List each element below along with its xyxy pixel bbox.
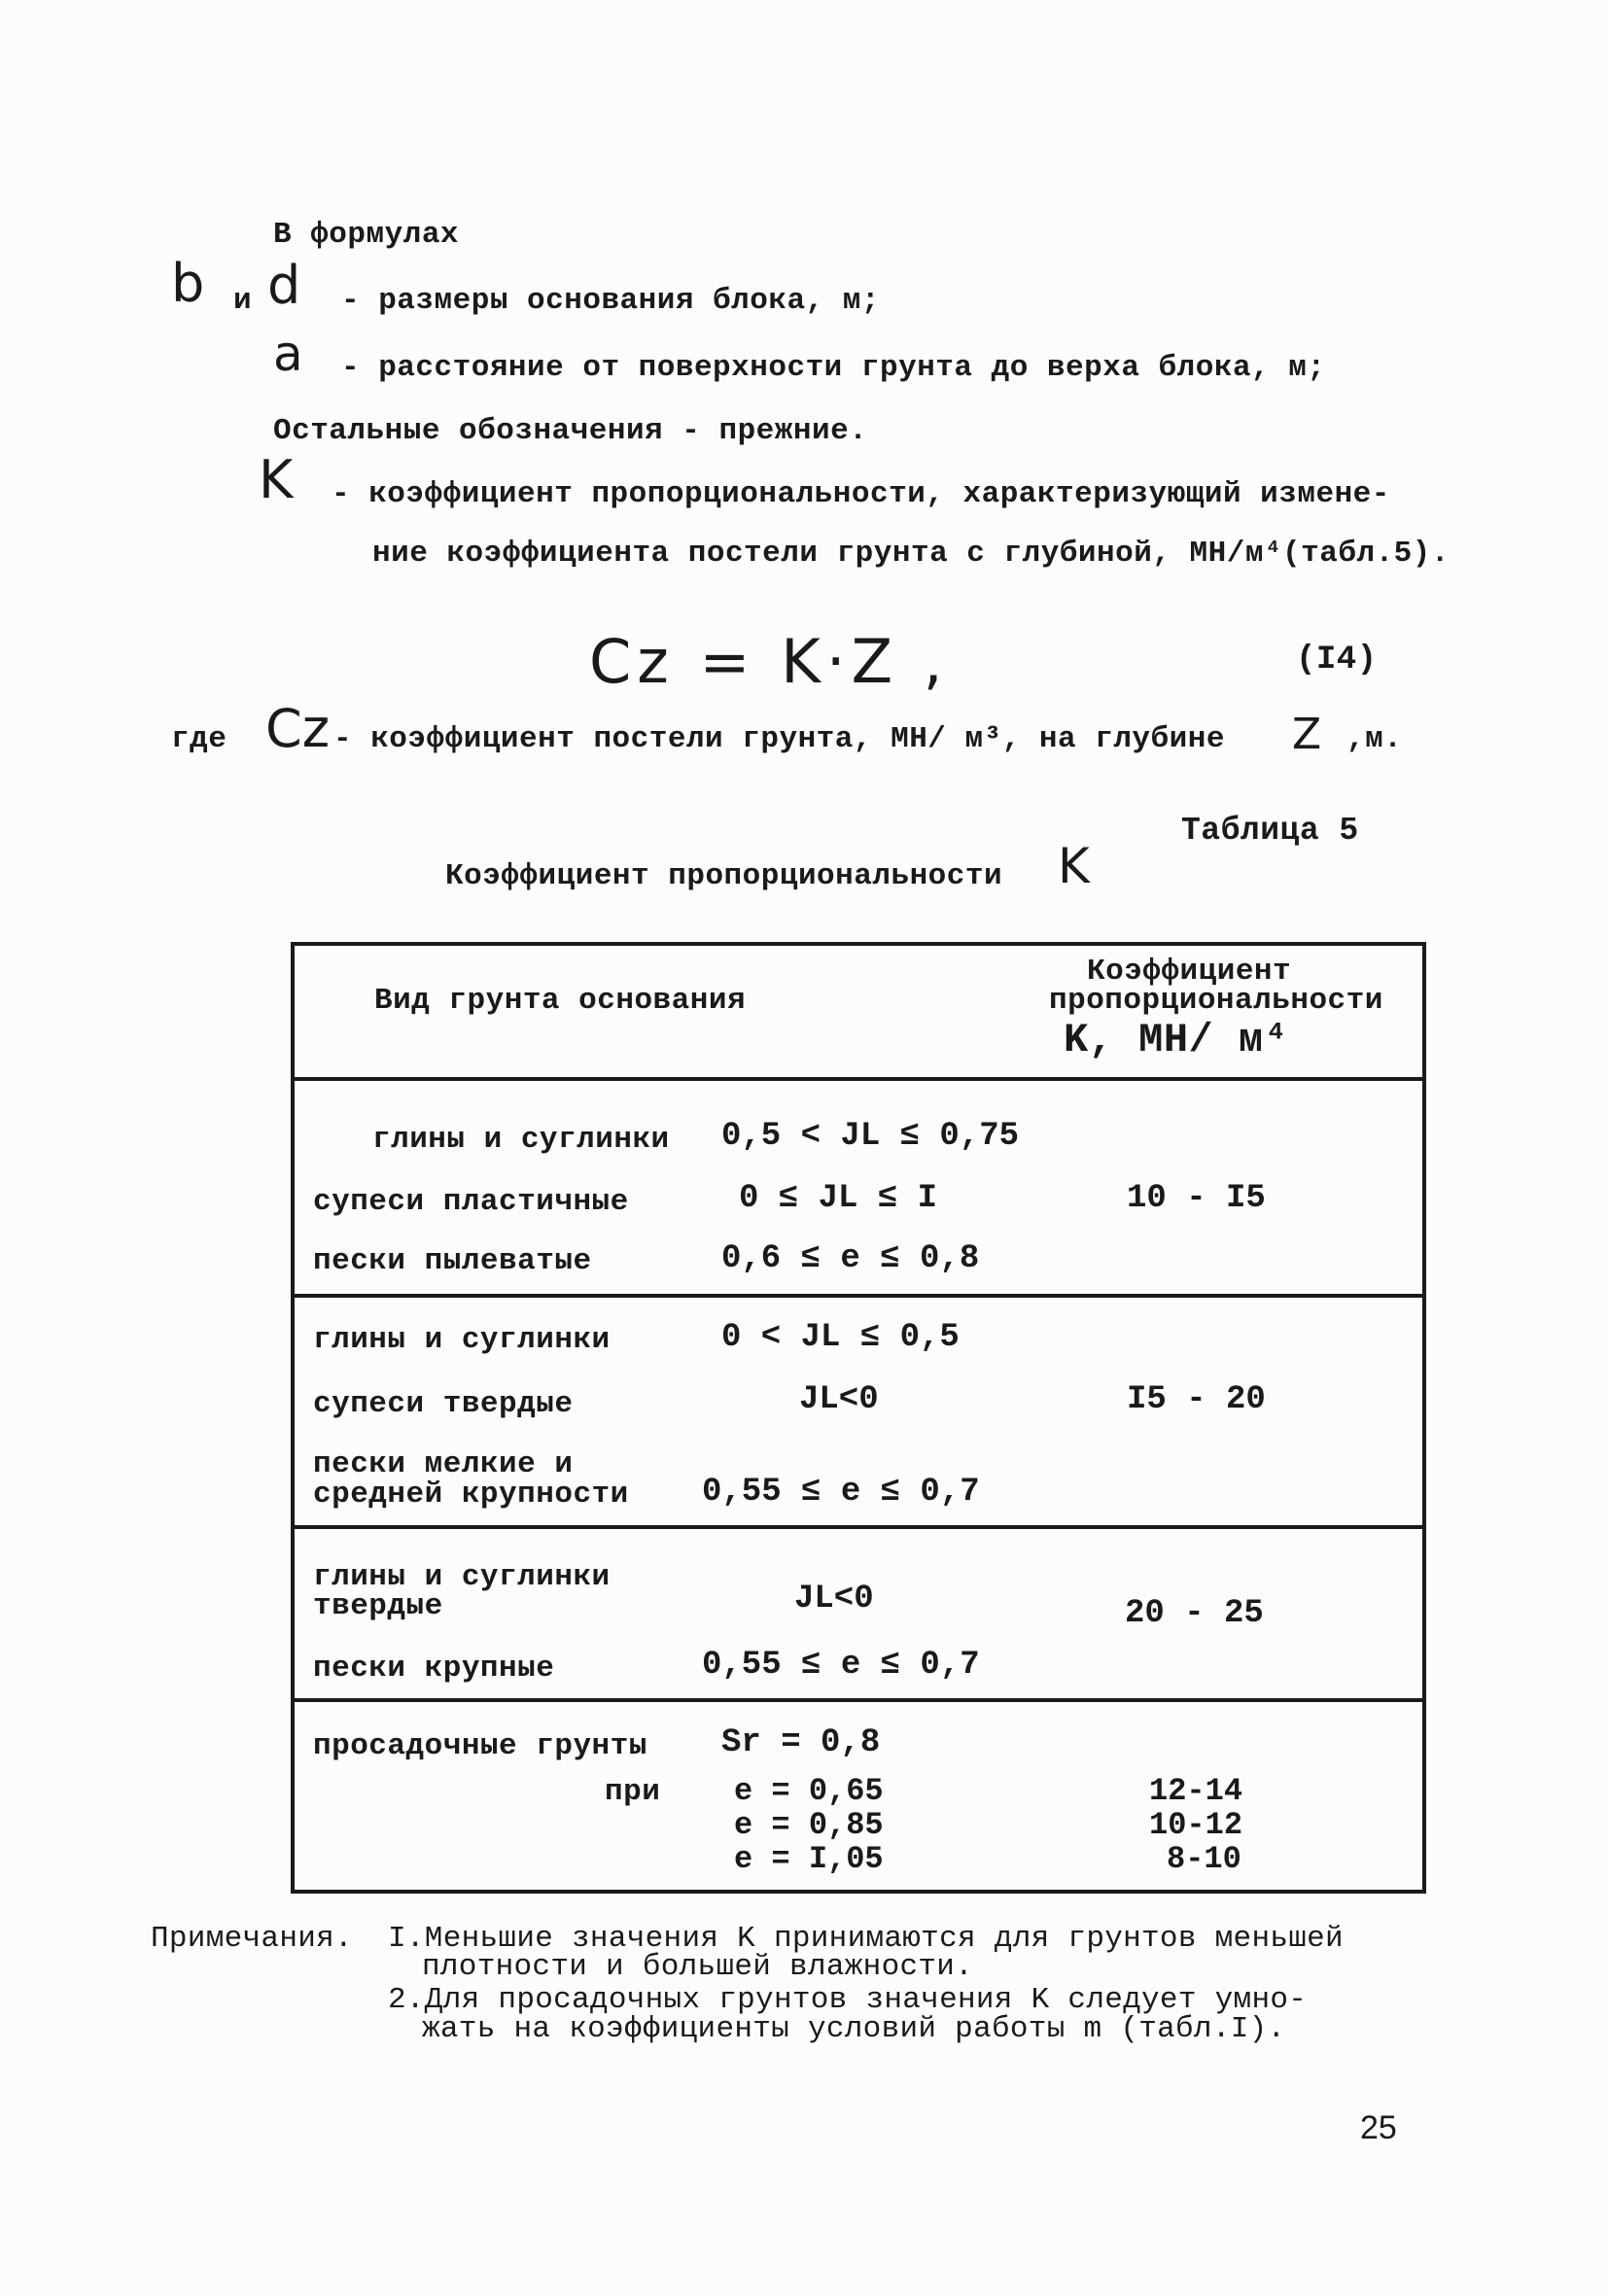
g3-row1-range: JL<0 <box>794 1581 874 1618</box>
g4-sr: Sr = 0,8 <box>721 1724 881 1761</box>
symbol-k: K <box>259 449 294 510</box>
table-group-rule-3 <box>291 1698 1426 1702</box>
g3-row2-range: 0,55 ≤ e ≤ 0,7 <box>702 1647 980 1684</box>
g3-row1-name2: твердые <box>313 1589 443 1623</box>
g4-k2: 10-12 <box>1149 1807 1243 1843</box>
intro-line-1: - размеры основания блока, м; <box>341 284 880 318</box>
note2-line1: 2.Для просадочных грунтов значения K следует умно- <box>388 1983 1308 2017</box>
g1-row2-range: 0 ≤ JL ≤ I <box>739 1180 938 1217</box>
where-lead: где <box>171 722 227 756</box>
table-group-rule-1 <box>291 1294 1426 1298</box>
table-header-rule <box>291 1077 1426 1081</box>
g1-row3-range: 0,6 ≤ e ≤ 0,8 <box>721 1240 980 1277</box>
formula-expression: Cz = K·Z , <box>589 626 949 697</box>
note1-line2: плотности и большей влажности. <box>422 1950 974 1984</box>
g2-row2-range: JL<0 <box>799 1381 879 1418</box>
where-tail: ,м. <box>1346 722 1403 756</box>
table-group-rule-2 <box>291 1525 1426 1529</box>
g4-e1: e = 0,65 <box>734 1773 884 1809</box>
table-title: Коэффициент пропорциональности <box>445 859 1003 893</box>
g4-name: просадочные грунты <box>313 1729 647 1763</box>
g3-row1-name1: глины и суглинки <box>313 1560 611 1594</box>
notes-label: Примечания. <box>151 1922 353 1956</box>
page-number: 25 <box>1360 2109 1397 2146</box>
formula-number: (I4) <box>1296 642 1378 678</box>
g2-row1-range: 0 < JL ≤ 0,5 <box>721 1319 960 1356</box>
symbol-b: b <box>171 253 205 314</box>
g4-k1: 12-14 <box>1149 1773 1243 1809</box>
intro-line-3: Остальные обозначения - прежние. <box>273 414 868 448</box>
intro-line-4b: ние коэффициента постели грунта с глубиной, МН/м⁴(табл.5). <box>372 537 1450 571</box>
g2-row1-name: глины и суглинки <box>313 1323 611 1357</box>
where-text: - коэффициент постели грунта, МН/ м³, на глубине <box>333 722 1225 756</box>
col2-header-line1: Коэффициент <box>1087 955 1292 989</box>
g1-row1-range: 0,5 < JL ≤ 0,75 <box>721 1118 1020 1155</box>
g2-row3-name1: пески мелкие и <box>313 1447 574 1481</box>
g1-row3-name: пески пылеватые <box>313 1244 592 1278</box>
note1-line1: I.Меньшие значения K принимаются для грунтов меньшей <box>388 1922 1344 1956</box>
note2-line2: жать на коэффициенты условий работы m (табл.I). <box>422 2012 1286 2046</box>
g4-e3: e = I,05 <box>734 1841 884 1877</box>
table-label: Таблица 5 <box>1181 813 1359 849</box>
symbol-cz: Cz <box>265 698 331 759</box>
table-title-symbol: K <box>1058 838 1090 894</box>
g3-row2-name: пески крупные <box>313 1652 555 1686</box>
conjunction: и <box>233 284 253 318</box>
symbol-a: a <box>273 326 303 382</box>
g1-row2-name: супеси пластичные <box>313 1185 629 1219</box>
g2-row2-name: супеси твердые <box>313 1387 574 1421</box>
g1-k-value: 10 - I5 <box>1127 1180 1266 1217</box>
g2-row3-name2: средней крупности <box>313 1478 629 1512</box>
g1-row1-name: глины и суглинки <box>372 1123 670 1157</box>
col2-header-line3: K, МН/ м⁴ <box>1064 1017 1289 1063</box>
col2-header-line2: пропорциональности <box>1049 984 1383 1018</box>
intro-line-2: - расстояние от поверхности грунта до верха блока, м; <box>341 351 1326 385</box>
g4-name-at: при <box>605 1775 661 1809</box>
symbol-z: Z <box>1292 710 1322 759</box>
g2-row3-range: 0,55 ≤ e ≤ 0,7 <box>702 1474 980 1511</box>
col1-header: Вид грунта основания <box>374 984 747 1018</box>
g4-e2: e = 0,85 <box>734 1807 884 1843</box>
symbol-d: d <box>267 255 301 316</box>
intro-heading: В формулах <box>273 218 460 252</box>
g2-k-value: I5 - 20 <box>1127 1381 1266 1418</box>
g4-k3: 8-10 <box>1167 1841 1241 1877</box>
intro-line-4a: - коэффициент пропорциональности, характеризующий измене- <box>332 477 1390 511</box>
g3-k-value: 20 - 25 <box>1125 1595 1264 1632</box>
